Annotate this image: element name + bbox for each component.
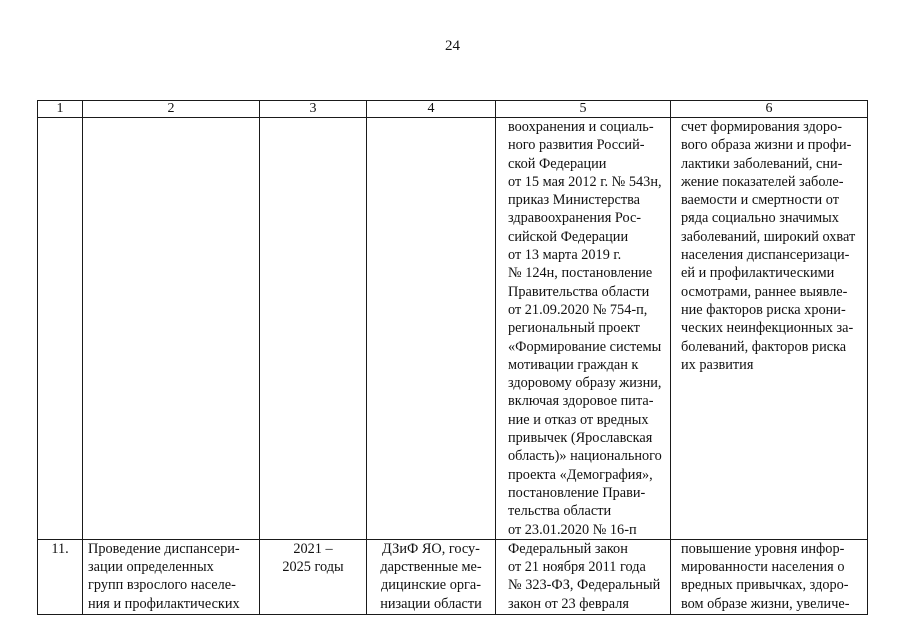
cont-cell-legal-basis: воохранения и социаль- ного развития Россий- ской Федерации от 15 мая 2012 г. № 543н, приказ Министерства здравоохранения Рос- сийской Федерации от 13 марта 2019 г. № 124н, постановление Правительства области от 21.09.2020 № 754-п, региональный проект «Формирование системы мотивации граждан к здоровому образу жизни, включая здоровое пита- ние и отказ от вредных привычек (Ярославская область)» национального проекта «Демография», постановление Прави- тельства области от 23.01.2020 № 16-п <box>496 118 671 540</box>
header-cell-1: 1 <box>38 101 83 118</box>
document-table <box>37 100 868 615</box>
cont-cell-expected-result: счет формирования здоро- вого образа жизни и профи- лактики заболеваний, сни- жение показателей заболе- ваемости и смертности от ряда социально значимых заболеваний, широкий охват населения диспансеризаци- ей и профилактическими осмотрами, раннее выявле- ние факторов риска хрони- ческих неинфекционных за- болеваний, факторов риска их развития <box>671 118 868 540</box>
cont-cell-1 <box>38 118 83 540</box>
row11-number: 11. <box>38 539 83 614</box>
cont-cell-2 <box>83 118 260 540</box>
header-cell-5: 5 <box>496 101 671 118</box>
header-cell-6: 6 <box>671 101 868 118</box>
cont-cell-3 <box>260 118 367 540</box>
header-cell-3: 3 <box>260 101 367 118</box>
header-cell-4: 4 <box>367 101 496 118</box>
header-cell-2: 2 <box>83 101 260 118</box>
row11-expected-result: повышение уровня инфор- мированности населения о вредных привычках, здоро- вом образе жизни, увеличе- <box>671 539 868 614</box>
table-header-row <box>38 101 868 118</box>
row11-activity: Проведение диспансери- зации определенных групп взрослого населе- ния и профилактических <box>83 539 260 614</box>
row11-responsible: ДЗиФ ЯО, госу- дарственные ме- дицинские орга- низации области <box>367 539 496 614</box>
row11-legal-basis: Федеральный закон от 21 ноября 2011 года № 323-ФЗ, Федеральный закон от 23 февраля <box>496 539 671 614</box>
table-row-continued <box>38 118 868 540</box>
row11-period: 2021 – 2025 годы <box>260 539 367 614</box>
table-row-11 <box>38 539 868 614</box>
cont-cell-4 <box>367 118 496 540</box>
page-number: 24 <box>445 38 460 54</box>
